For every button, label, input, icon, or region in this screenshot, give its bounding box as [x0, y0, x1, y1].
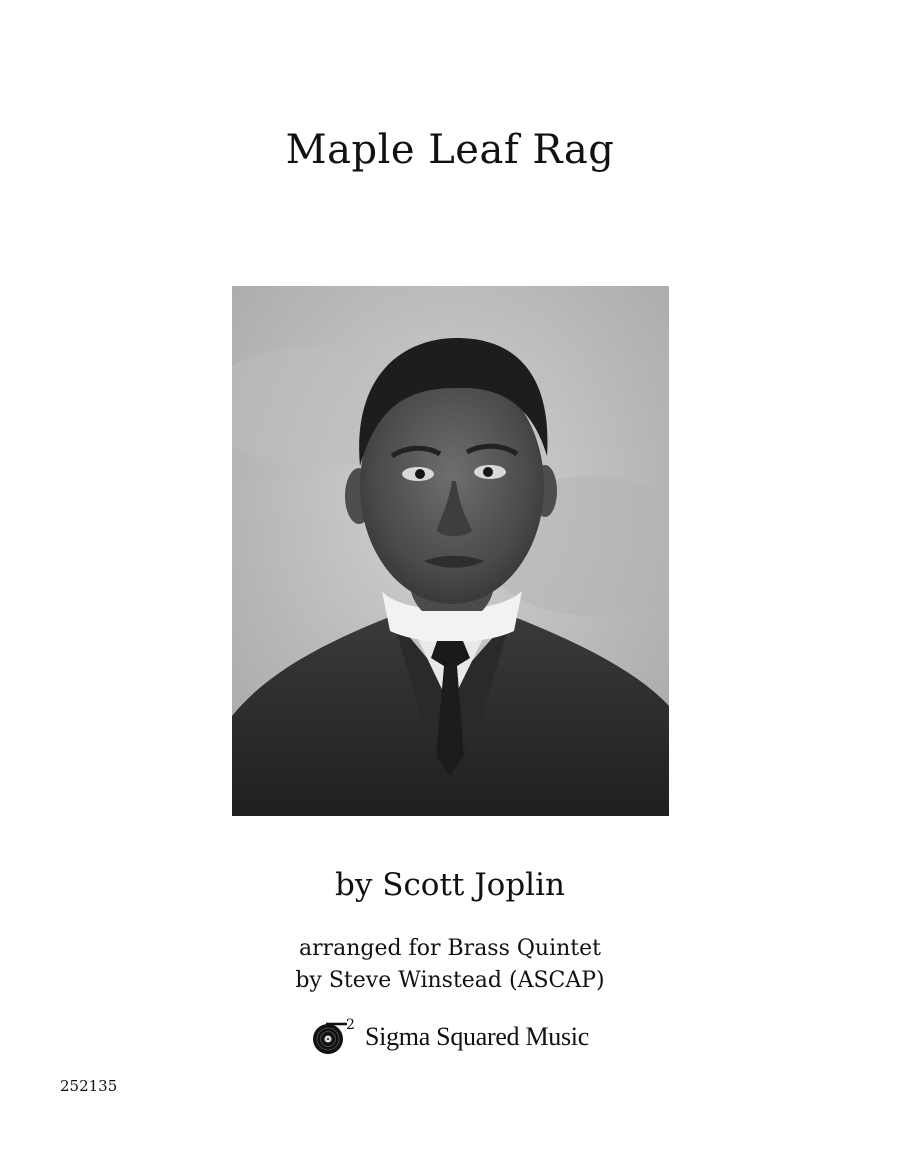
logo-superscript: 2	[346, 1017, 355, 1033]
vinyl-record-icon	[311, 1017, 357, 1057]
catalog-number: 252135	[60, 1077, 118, 1095]
arrangement-line-1: arranged for Brass Quintet	[299, 936, 601, 961]
arrangement-line-2: by Steve Winstead (ASCAP)	[295, 968, 605, 993]
publisher-credit	[0, 1017, 900, 1057]
page-title: Maple Leaf Rag	[285, 127, 615, 173]
publisher-name: Sigma Squared Music	[365, 1022, 589, 1051]
composer-portrait	[232, 286, 669, 816]
composer-portrait-photo	[232, 286, 669, 816]
composer-credit: by Scott Joplin	[335, 867, 565, 903]
arrangement-credit	[0, 933, 900, 997]
